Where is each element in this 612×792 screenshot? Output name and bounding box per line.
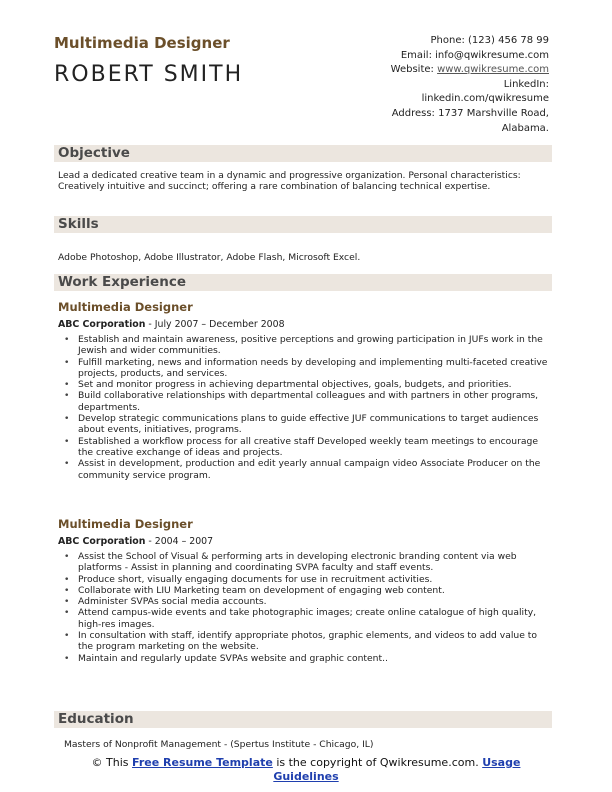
free-resume-template-link[interactable]: Free Resume Template (132, 756, 273, 769)
objective-text: Lead a dedicated creative team in a dynamic and progressive organization. Personal characteristics: Creatively intuitive and succinct; offering a rare combination of balancing technical expertise. (58, 170, 521, 193)
list-item (64, 630, 552, 653)
list-item (64, 585, 552, 596)
job-role: Multimedia Designer (58, 300, 193, 314)
list-item (64, 379, 552, 390)
section-skills (54, 216, 552, 233)
contact-address-line2: Alabama. (501, 122, 549, 134)
bullet-icon: • (64, 630, 70, 642)
bullet-icon: • (64, 413, 70, 425)
copyright-footer (0, 756, 612, 784)
contact-linkedin-label: LinkedIn: (503, 78, 549, 90)
usage-guidelines-link-part2[interactable]: Guidelines (273, 770, 339, 783)
bullet-text: Maintain and regularly update SVPAs website and graphic content.. (78, 652, 388, 664)
job-bullet-list (64, 334, 552, 481)
section-education (54, 711, 552, 728)
bullet-icon: • (64, 573, 70, 585)
list-item (64, 334, 552, 357)
bullet-icon: • (64, 652, 70, 664)
bullet-icon: • (64, 596, 70, 608)
bullet-text: Establish and maintain awareness, positive perceptions and growing participation in JUFs work in the Jewish and wider communities. (78, 334, 543, 357)
website-link[interactable]: www.qwikresume.com (437, 64, 549, 76)
section-objective (54, 145, 552, 162)
candidate-name: ROBERT SMITH (54, 62, 244, 87)
bullet-text: Attend campus-wide events and take photographic images; create online catalogue of high quality, high-res images. (78, 607, 537, 630)
bullet-icon: • (64, 390, 70, 402)
list-item (64, 607, 552, 630)
bullet-icon: • (64, 334, 70, 345)
job-company: ABC Corporation (58, 319, 146, 330)
job-dates: - 2004 – 2007 (145, 536, 214, 547)
list-item (64, 574, 552, 585)
bullet-text: Produce short, visually engaging documents for use in recruitment activities. (78, 573, 433, 585)
bullet-text: Administer SVPAs social media accounts. (78, 596, 267, 608)
job-dates: - July 2007 – December 2008 (145, 319, 285, 330)
contact-address-line1: Address: 1737 Marshville Road, (391, 107, 549, 119)
bullet-text: In consultation with staff, identify appropriate photos, graphic elements, and videos to add value to the program marketing on the website. (78, 630, 538, 653)
bullet-text: Assist in development, production and edit yearly annual campaign video Associate Producer on the community service program. (78, 458, 541, 481)
footer-prefix: © This (91, 756, 133, 769)
list-item (64, 596, 552, 607)
bullet-text: Assist the School of Visual & performing arts in developing electronic branding content via web platforms - Assist in planning and coordinating SVPA faculty and staff events. (78, 551, 517, 574)
header-job-title: Multimedia Designer (54, 34, 230, 52)
contact-phone: Phone: (123) 456 78 99 (430, 35, 549, 46)
bullet-icon: • (64, 435, 70, 447)
section-work-experience (54, 274, 552, 291)
job-bullet-list (64, 551, 552, 664)
job-company-line (58, 319, 285, 330)
education-text: Masters of Nonprofit Management - (Spertus Institute - Chicago, IL) (64, 739, 374, 750)
bullet-icon: • (64, 584, 70, 596)
bullet-icon: • (64, 551, 70, 562)
list-item (64, 413, 552, 436)
skills-text: Adobe Photoshop, Adobe Illustrator, Adobe Flash, Microsoft Excel. (58, 252, 361, 263)
list-item (64, 653, 552, 664)
contact-website (309, 63, 549, 78)
list-item (64, 390, 552, 413)
bullet-text: Build collaborative relationships with departmental colleagues and with partners in other programs, departments. (78, 390, 539, 413)
bullet-icon: • (64, 607, 70, 619)
list-item (64, 551, 552, 574)
footer-middle: is the copyright of Qwikresume.com. (272, 756, 483, 769)
bullet-text: Fulfill marketing, news and information needs by developing and implementing multi-faceted creative projects, products, and services. (78, 356, 548, 379)
list-item (64, 357, 552, 380)
bullet-icon: • (64, 356, 70, 368)
bullet-text: Develop strategic communications plans to guide effective JUF communications to target audiences about events, initiatives, programs. (78, 413, 539, 436)
contact-linkedin-value: linkedin.com/qwikresume (421, 93, 549, 105)
list-item (64, 436, 552, 459)
bullet-icon: • (64, 458, 70, 470)
bullet-icon: • (64, 379, 70, 391)
section-title-objective: Objective (58, 145, 130, 161)
job-company-line (58, 536, 213, 547)
section-title-skills: Skills (58, 216, 99, 232)
job-role: Multimedia Designer (58, 517, 193, 531)
bullet-text: Collaborate with LIU Marketing team on development of engaging web content. (78, 584, 445, 596)
section-title-education: Education (58, 711, 134, 727)
bullet-text: Set and monitor progress in achieving departmental objectives, goals, budgets, and priorities. (78, 379, 512, 391)
contact-block (309, 34, 549, 136)
list-item (64, 458, 552, 481)
section-title-work: Work Experience (58, 274, 186, 290)
website-prefix: Website: (390, 64, 438, 76)
contact-email: Email: info@qwikresume.com (400, 49, 549, 61)
usage-guidelines-link-part1[interactable]: Usage (482, 756, 521, 769)
bullet-text: Established a workflow process for all creative staff Developed weekly team meetings to encourage the creative exchange of ideas and projects. (78, 435, 538, 458)
job-company: ABC Corporation (58, 536, 146, 547)
